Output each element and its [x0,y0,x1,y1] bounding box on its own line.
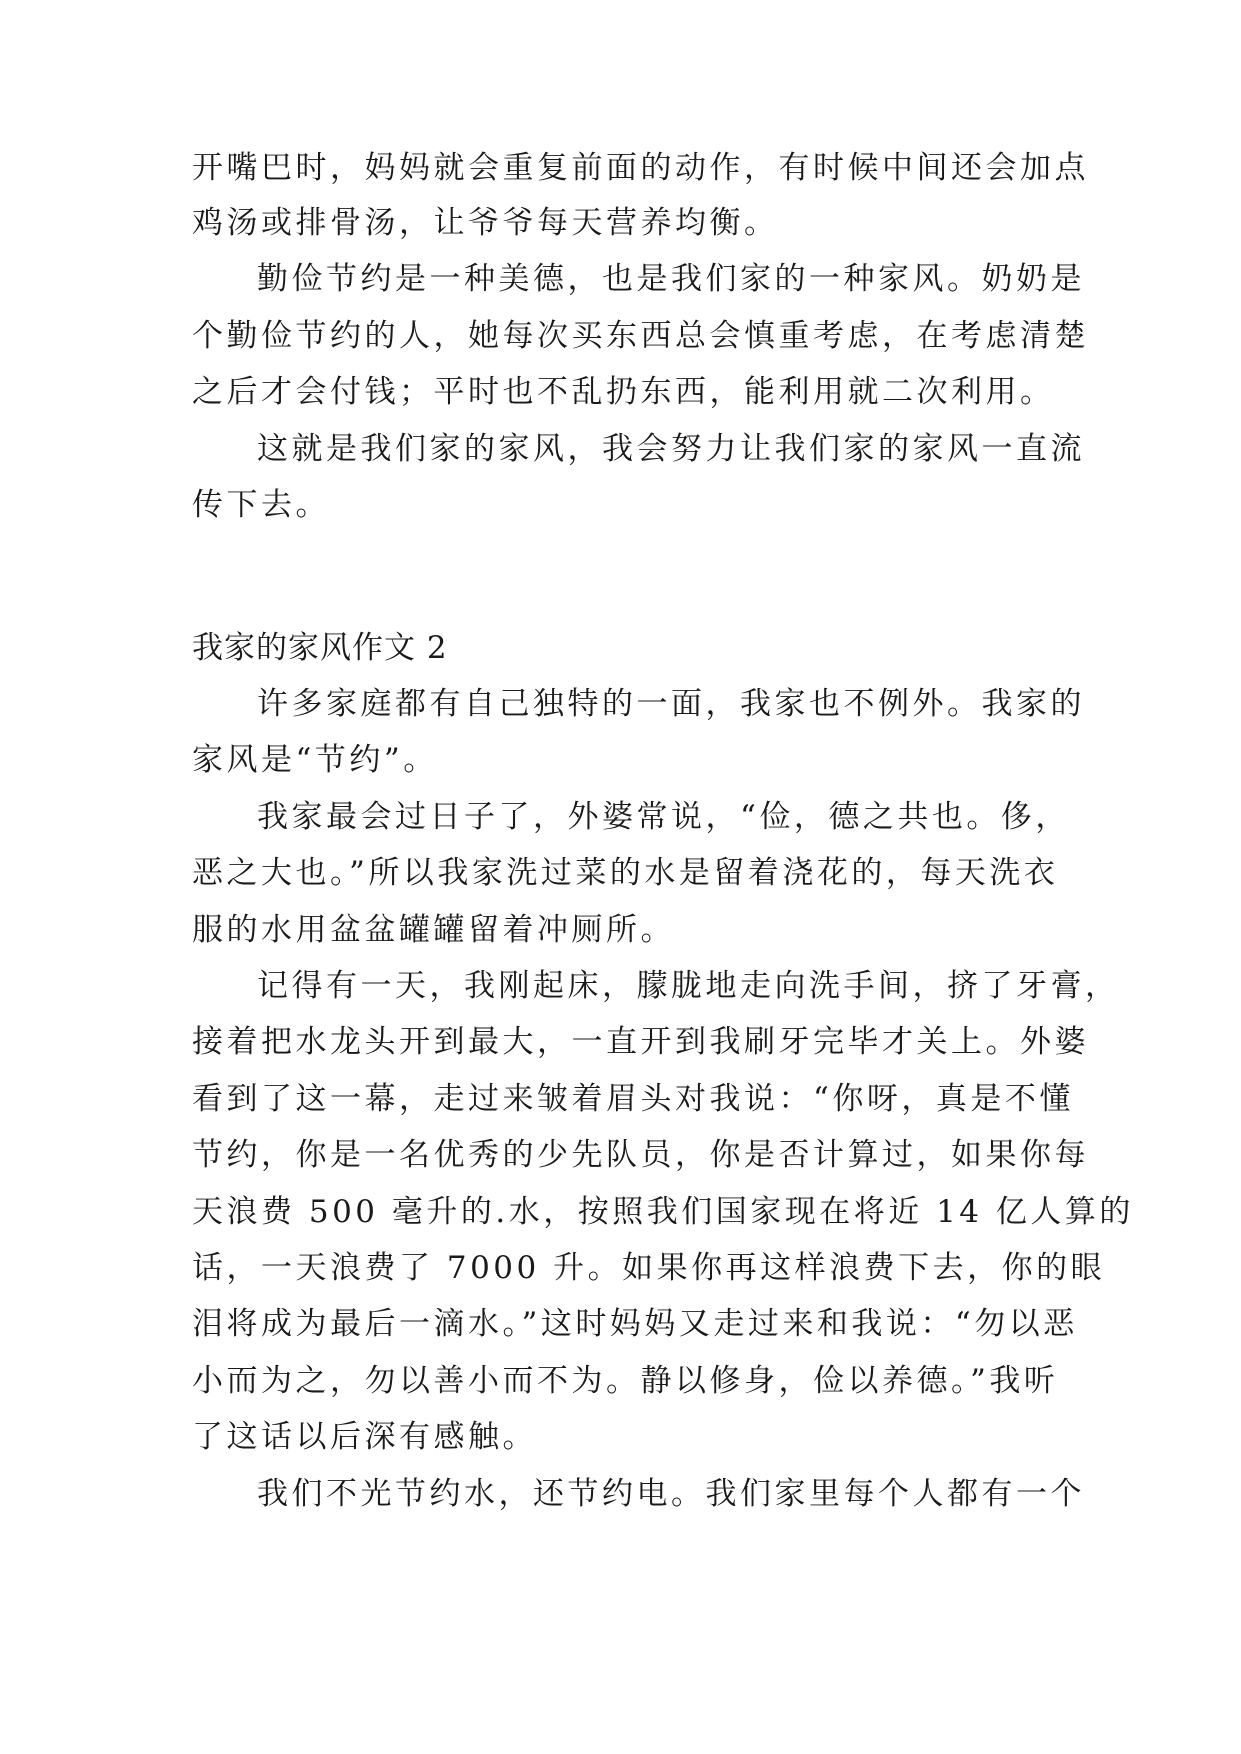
paragraph-start: 记得有一天，我刚起床，朦胧地走向洗手间，挤了牙膏， [257,968,1120,1004]
text-line: 鸡汤或排骨汤，让爷爷每天营养均衡。 [192,205,779,241]
text-line: 开嘴巴时，妈妈就会重复前面的动作，有时候中间还会加点 [192,150,1089,186]
text-line: 接着把水龙头开到最大，一直开到我刷牙完毕才关上。外婆 [192,1024,1089,1060]
text-line: 服的水用盆盆罐罐留着冲厕所。 [192,912,675,948]
paragraph-start: 我家最会过日子了，外婆常说，“俭，德之共也。侈， [257,799,1070,835]
text-line: 之后才会付钱；平时也不乱扔东西，能利用就二次利用。 [192,374,1055,410]
text-line: 了这话以后深有感触。 [192,1419,537,1455]
text-line: 小而为之，勿以善小而不为。静以修身，俭以养德。”我听 [192,1363,1059,1399]
text-line: 恶之大也。”所以我家洗过菜的水是留着浇花的，每天洗衣 [192,855,1059,891]
section-heading: 我家的家风作文 2 [192,630,448,666]
text-line: 家风是“节约”。 [192,742,438,778]
paragraph-start: 勤俭节约是一种美德，也是我们家的一种家风。奶奶是 [257,261,1085,297]
text-line: 看到了这一幕，走过来皱着眉头对我说：“你呀，真是不懂 [192,1081,1074,1117]
text-line: 泪将成为最后一滴水。”这时妈妈又走过来和我说：“勿以恶 [192,1306,1078,1342]
text-line: 节约，你是一名优秀的少先队员，你是否计算过，如果你每 [192,1137,1089,1173]
paragraph-start: 这就是我们家的家风，我会努力让我们家的家风一直流 [257,431,1085,467]
paragraph-start: 我们不光节约水，还节约电。我们家里每个人都有一个 [257,1476,1085,1512]
text-line: 个勤俭节约的人，她每次买东西总会慎重考虑，在考虑清楚 [192,318,1089,354]
text-line: 话，一天浪费了 7000 升。如果你再这样浪费下去，你的眼 [192,1250,1106,1286]
text-line: 天浪费 500 毫升的.水，按照我们国家现在将近 14 亿人算的 [192,1194,1134,1230]
paragraph-start: 许多家庭都有自己独特的一面，我家也不例外。我家的 [257,686,1085,722]
text-line: 传下去。 [192,487,330,523]
